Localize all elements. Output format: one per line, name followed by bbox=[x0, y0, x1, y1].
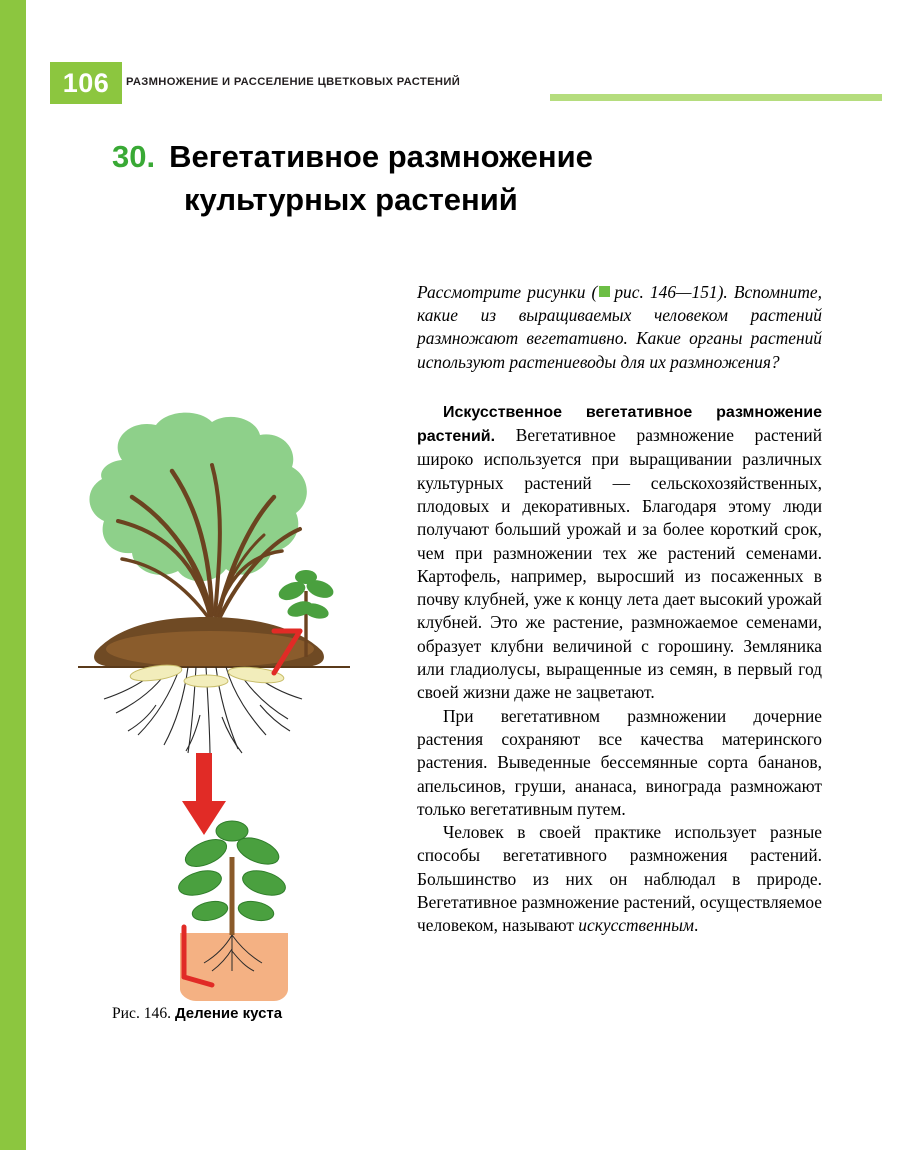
running-head: РАЗМНОЖЕНИЕ И РАССЕЛЕНИЕ ЦВЕТКОВЫХ РАСТЕНИЙ bbox=[126, 76, 461, 88]
body-paragraph-3-emphasis: искусственным bbox=[578, 915, 694, 936]
body-paragraph-3 bbox=[417, 821, 822, 937]
main-text-column bbox=[417, 281, 822, 938]
body-paragraph-1-lead-in: Искусственное вегетативное размножение растений. bbox=[417, 403, 822, 446]
section-title-text-1: Вегетативное размножение bbox=[169, 139, 593, 174]
page-header bbox=[26, 62, 910, 104]
body-paragraph-3-text-a: Человек в своей практике использует разные способы вегетативного размножения растений. Большинство из них он наблюдал в природе. Вегетативное размножение растений, осуществляемое человеком, называют bbox=[417, 822, 822, 936]
figure-caption bbox=[112, 1005, 392, 1023]
section-title bbox=[112, 135, 752, 221]
body-paragraph-3-text-b: . bbox=[693, 915, 699, 936]
figure-146 bbox=[60, 405, 390, 1045]
section-title-line-1 bbox=[112, 135, 752, 178]
process-arrow-icon bbox=[182, 753, 226, 835]
body-paragraph-1-text: Вегетативное размножение растений широко используется при выращивании различных культурных растений — сельскохозяйственных, плодовых и декоративных. Благодаря этому люди получают больший урожай и за более короткий срок, чем при размножении тех же растений семенами. Картофель, например, выросший из посаженных в почву клубней, уже к концу лета дает высокий урожай клубней. Это же растение, размножаемое семенами, образует клубни величиной с горошину. Земляника или гладиолусы, выращенные из семян, в первый год своей жизни даже не зацветают. bbox=[417, 425, 822, 703]
header-rule bbox=[550, 94, 882, 101]
section-title-line-2: культурных растений bbox=[184, 182, 518, 217]
lead-text-part-2: рис. 146—151). Вспомните, какие из выращиваемых человеком растений размножают вегетативно. Какие органы растений используют растениеводы для их размножения? bbox=[417, 282, 822, 372]
section-number: 30. bbox=[112, 139, 156, 174]
lead-text-part-1: Рассмотрите рисунки ( bbox=[417, 282, 598, 302]
planting-hole bbox=[180, 933, 288, 1001]
page-left-accent-bar bbox=[0, 0, 26, 1150]
body-paragraph-1 bbox=[417, 400, 822, 705]
figure-146-illustration bbox=[60, 405, 390, 1005]
body-paragraph-2: При вегетативном размножении дочерние растения сохраняют все качества материнского растения. Выведенные бессемянные сорта бананов, апельсинов, груши, ананаса, винограда размножают только вегетативным путем. bbox=[417, 705, 822, 819]
page-number: 106 bbox=[50, 62, 122, 104]
figure-caption-label: Рис. 146. bbox=[112, 1005, 172, 1022]
figure-caption-title: Деление куста bbox=[174, 1005, 283, 1022]
lead-paragraph bbox=[417, 281, 822, 374]
green-square-icon bbox=[599, 286, 610, 297]
